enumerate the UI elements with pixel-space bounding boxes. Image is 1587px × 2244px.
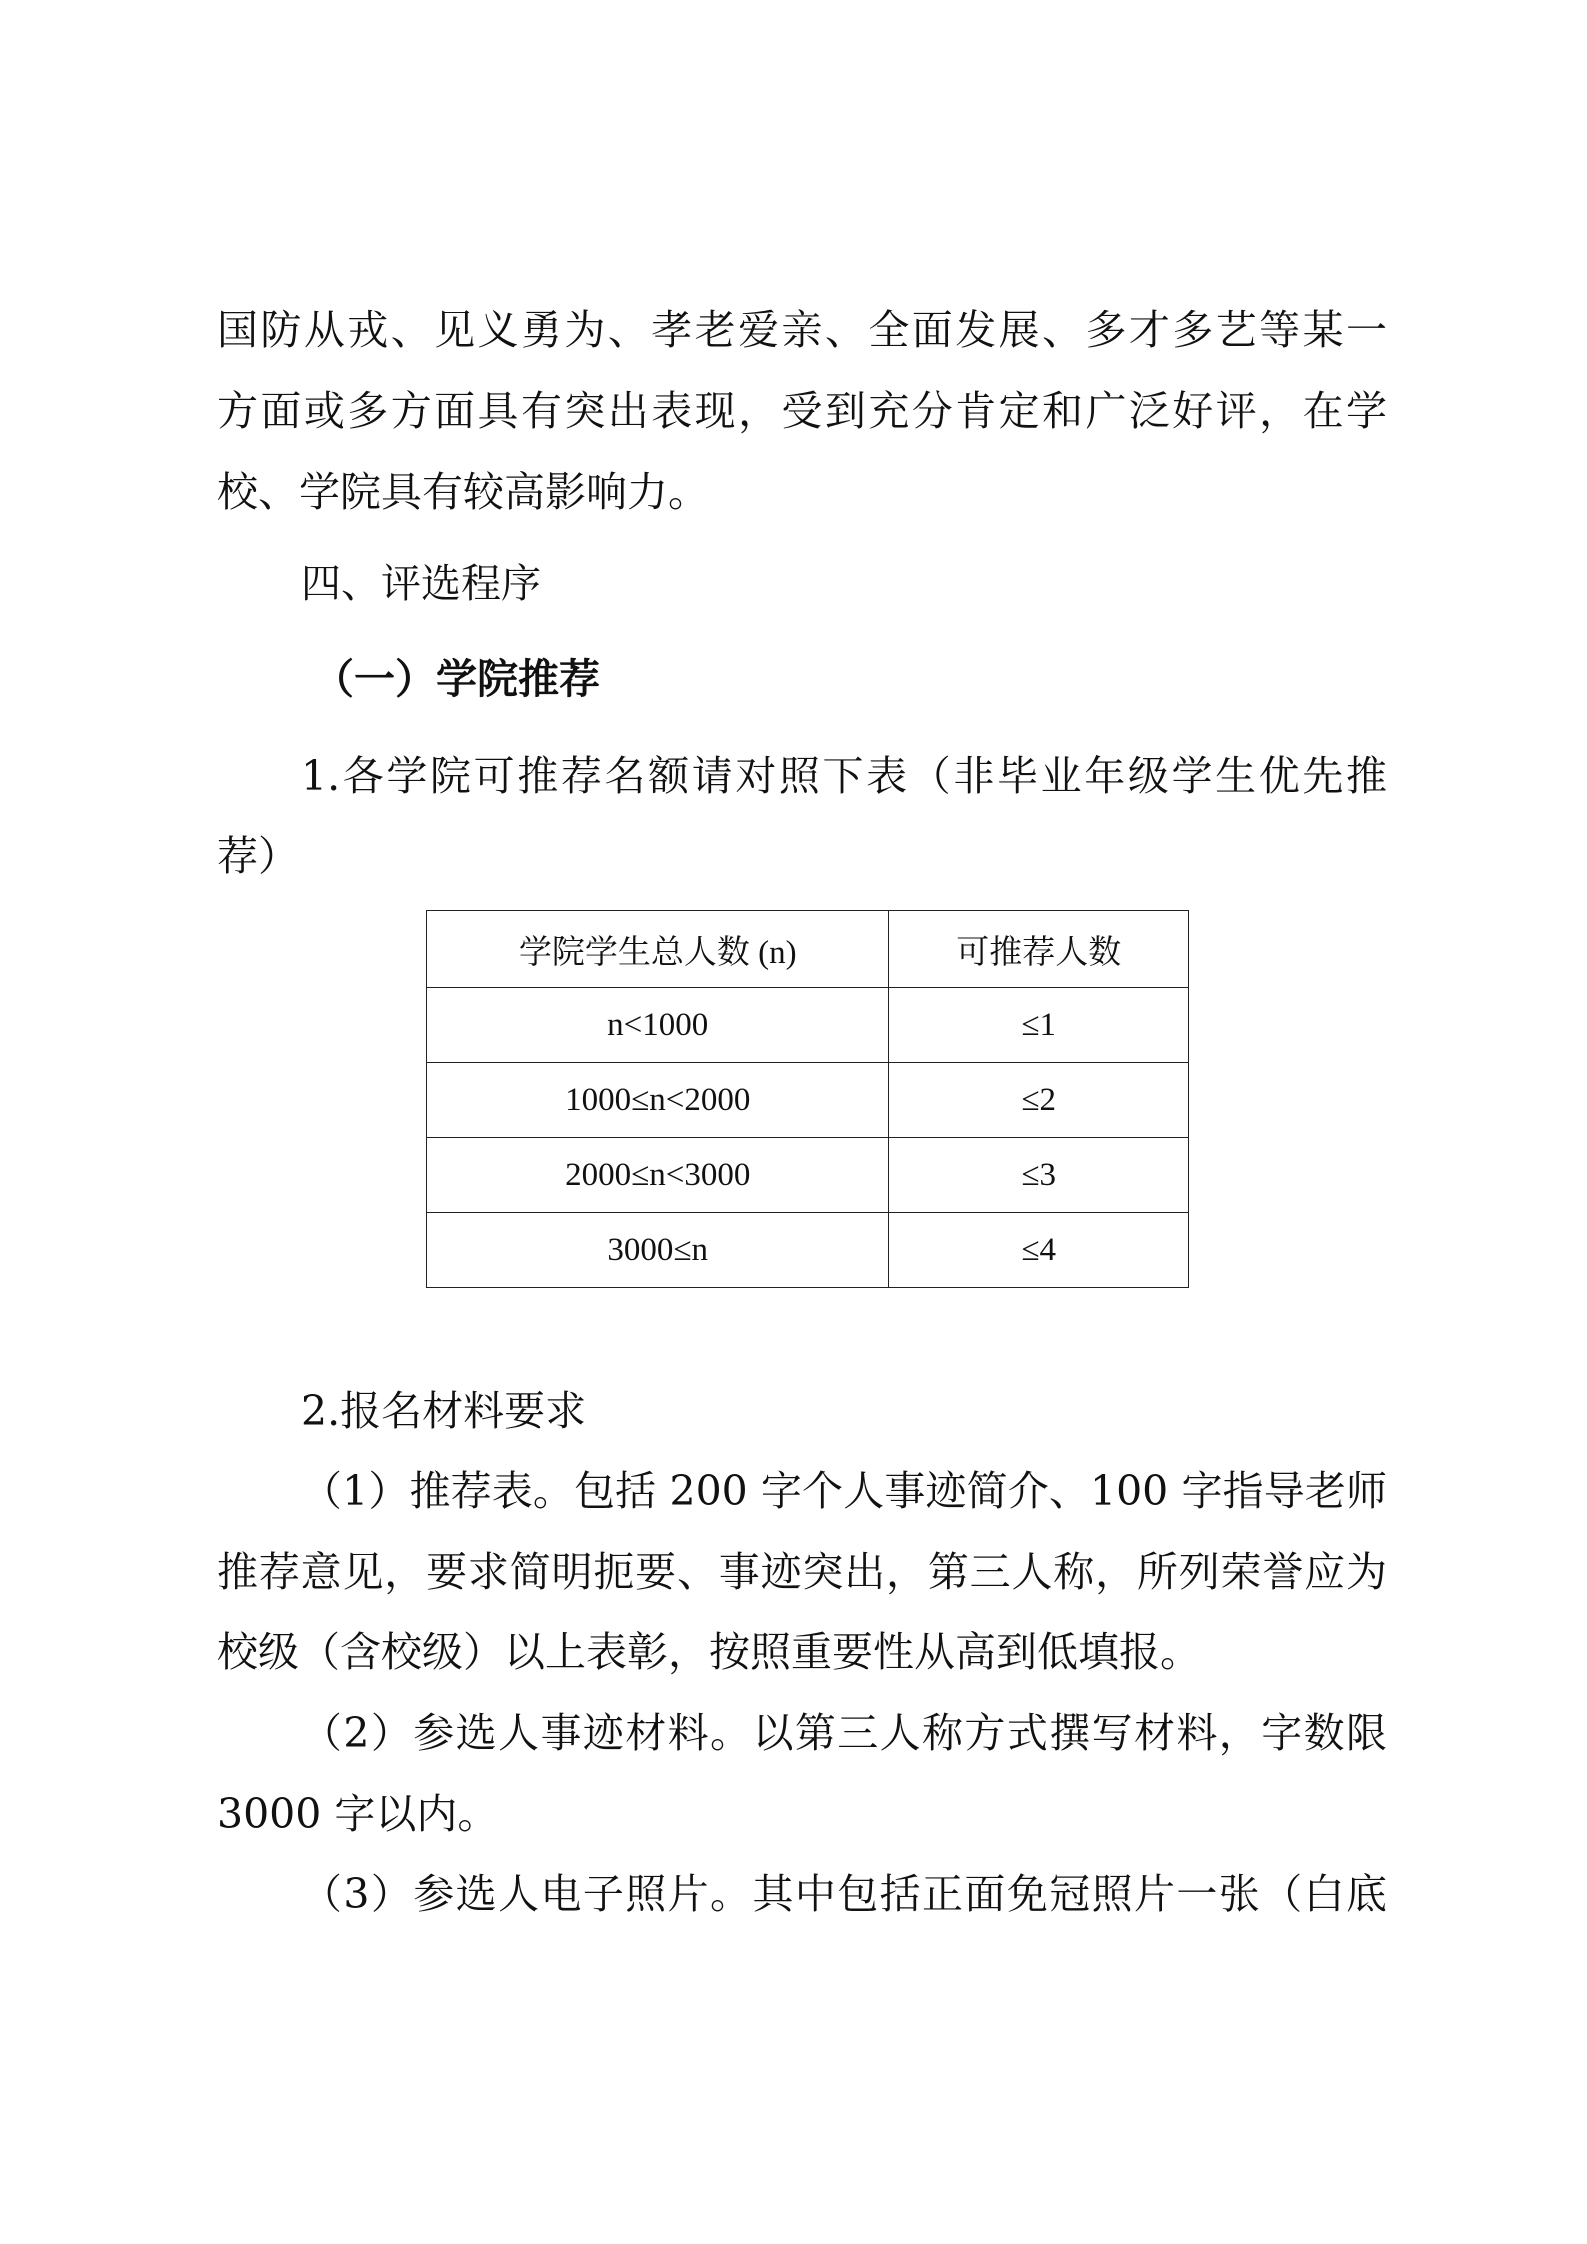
subitem-3-line-1: （3）参选人电子照片。其中包括正面免冠照片一张（白底	[301, 1870, 1387, 1918]
subitem-1-line-3: 校级（含校级）以上表彰，按照重要性从高到低填报。	[217, 1628, 1201, 1676]
recommend-limit-cell: ≤2	[889, 1063, 1189, 1138]
recommend-limit-cell: ≤1	[889, 988, 1189, 1063]
quota-table-header-row	[427, 911, 1189, 988]
table-row	[427, 1138, 1189, 1213]
item-1-line-2: 荐）	[217, 832, 299, 880]
subitem-1-line-2: 推荐意见，要求简明扼要、事迹突出，第三人称，所列荣誉应为	[217, 1548, 1387, 1596]
paragraph-line-1: 国防从戎、见义勇为、孝老爱亲、全面发展、多才多艺等某一	[217, 306, 1387, 354]
subitem-1-line-1: （1）推荐表。包括 200 字个人事迹简介、100 字指导老师	[301, 1467, 1387, 1515]
quota-table	[426, 910, 1189, 1288]
student-range-cell: 2000≤n<3000	[427, 1138, 889, 1213]
recommend-limit-cell: ≤3	[889, 1138, 1189, 1213]
subitem-2-line-2: 3000 字以内。	[217, 1790, 499, 1838]
column-header-student-total: 学院学生总人数 (n)	[427, 911, 889, 988]
table-row	[427, 1063, 1189, 1138]
student-range-cell: n<1000	[427, 988, 889, 1063]
paragraph-line-2: 方面或多方面具有突出表现，受到充分肯定和广泛好评，在学	[217, 387, 1387, 435]
column-header-recommend-count: 可推荐人数	[889, 911, 1189, 988]
subsection-heading: （一）学院推荐	[313, 655, 600, 703]
table-row	[427, 988, 1189, 1063]
quota-table-container	[426, 910, 1189, 1288]
student-range-cell: 3000≤n	[427, 1213, 889, 1288]
section-heading: 四、评选程序	[301, 561, 541, 607]
subitem-2-line-1: （2）参选人事迹材料。以第三人称方式撰写材料，字数限	[301, 1709, 1387, 1757]
item-1-line-1: 1.各学院可推荐名额请对照下表（非毕业年级学生优先推	[301, 752, 1387, 800]
student-range-cell: 1000≤n<2000	[427, 1063, 889, 1138]
table-row	[427, 1213, 1189, 1288]
paragraph-line-3: 校、学院具有较高影响力。	[217, 468, 709, 516]
item-2-heading: 2.报名材料要求	[301, 1387, 587, 1435]
recommend-limit-cell: ≤4	[889, 1213, 1189, 1288]
